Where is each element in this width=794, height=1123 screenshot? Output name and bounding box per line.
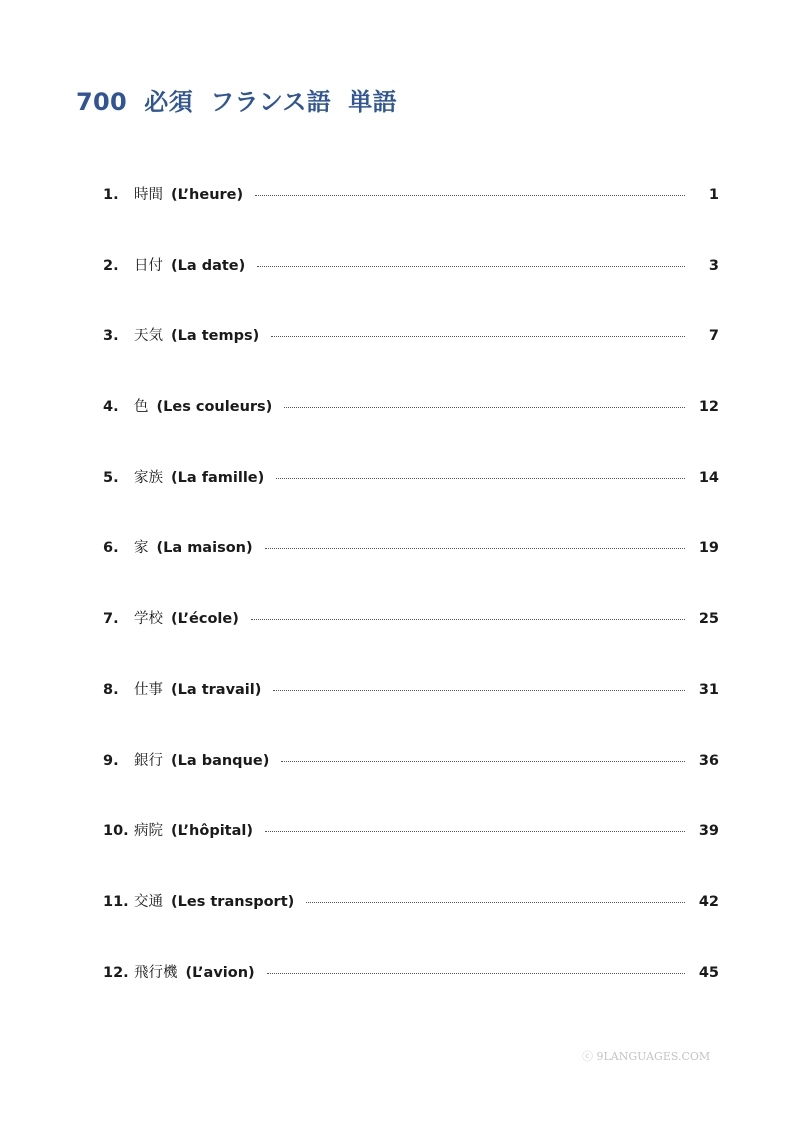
- toc-entry-number: 8.: [103, 681, 119, 698]
- toc-entry-japanese-title: 色: [134, 399, 149, 416]
- toc-entry[interactable]: [103, 890, 719, 961]
- toc-entry-number: 4.: [103, 399, 119, 416]
- toc-entry-japanese-title: 仕事: [134, 681, 163, 698]
- toc-entry-japanese-title: 天気: [134, 328, 163, 345]
- toc-entry-number: 11.: [103, 893, 129, 910]
- toc-entry-number: 3.: [103, 328, 119, 345]
- toc-entry-french-title: (La famille): [171, 469, 265, 486]
- toc-entry-french-title: (La date): [171, 257, 246, 274]
- dot-leader: [306, 902, 685, 903]
- toc-entry-number: 2.: [103, 257, 119, 274]
- toc-entry[interactable]: [103, 536, 719, 607]
- dot-leader: [265, 831, 685, 832]
- dot-leader: [257, 266, 685, 267]
- toc-entry-french-title: (La temps): [171, 328, 260, 345]
- toc-entry[interactable]: [103, 183, 719, 254]
- toc-entry[interactable]: [103, 961, 719, 1032]
- toc-entry-number: 10.: [103, 823, 129, 840]
- toc-entry-japanese-title: 飛行機: [134, 964, 178, 981]
- toc-entry-french-title: (Les transport): [171, 893, 295, 910]
- toc-entry[interactable]: [103, 819, 719, 890]
- table-of-contents: [103, 183, 719, 1031]
- toc-entry-japanese-title: 病院: [134, 823, 163, 840]
- toc-entry-page-number: 7: [708, 328, 719, 345]
- toc-entry-number: 5.: [103, 469, 119, 486]
- toc-entry-page-number: 36: [698, 752, 719, 769]
- dot-leader: [265, 548, 685, 549]
- toc-entry-french-title: (L’école): [171, 611, 239, 628]
- dot-leader: [273, 690, 684, 691]
- dot-leader: [271, 336, 685, 337]
- toc-entry-japanese-title: 学校: [134, 611, 163, 628]
- toc-entry-page-number: 42: [698, 893, 719, 910]
- toc-entry[interactable]: [103, 607, 719, 678]
- toc-entry-number: 12.: [103, 964, 129, 981]
- toc-entry[interactable]: [103, 324, 719, 395]
- dot-leader: [276, 478, 685, 479]
- toc-entry-french-title: (L’heure): [171, 187, 244, 203]
- page-title: 700 必須 フランス語 単語: [76, 88, 397, 116]
- toc-entry-japanese-title: 交通: [134, 893, 163, 910]
- toc-entry-page-number: 39: [698, 823, 719, 840]
- toc-entry-page-number: 12: [698, 399, 719, 416]
- toc-entry-french-title: (L’avion): [185, 964, 255, 981]
- dot-leader: [267, 973, 685, 974]
- dot-leader: [255, 195, 685, 196]
- toc-entry-french-title: (La maison): [156, 540, 253, 557]
- toc-entry-page-number: 45: [698, 964, 719, 981]
- toc-entry-japanese-title: 日付: [134, 257, 163, 274]
- toc-entry-page-number: 25: [698, 611, 719, 628]
- toc-entry-page-number: 1: [708, 187, 719, 203]
- toc-entry[interactable]: [103, 466, 719, 537]
- toc-entry-french-title: (La travail): [171, 681, 262, 698]
- toc-entry-japanese-title: 銀行: [134, 752, 163, 769]
- toc-entry-page-number: 3: [708, 257, 719, 274]
- dot-leader: [284, 407, 685, 408]
- copyright-footer: ⓒ 9LANGUAGES.COM: [582, 1050, 711, 1063]
- toc-entry[interactable]: [103, 254, 719, 325]
- dot-leader: [281, 761, 684, 762]
- toc-entry-japanese-title: 家: [134, 540, 149, 557]
- toc-entry[interactable]: [103, 395, 719, 466]
- toc-entry[interactable]: [103, 749, 719, 820]
- toc-entry-japanese-title: 時間: [134, 187, 163, 203]
- toc-entry-number: 9.: [103, 752, 119, 769]
- toc-entry-page-number: 19: [698, 540, 719, 557]
- toc-entry-number: 7.: [103, 611, 119, 628]
- toc-entry-number: 1.: [103, 187, 119, 203]
- toc-entry-page-number: 31: [698, 681, 719, 698]
- toc-entry-number: 6.: [103, 540, 119, 557]
- toc-entry-french-title: (L’hôpital): [171, 823, 253, 840]
- toc-entry-page-number: 14: [698, 469, 719, 486]
- toc-entry-french-title: (Les couleurs): [156, 399, 273, 416]
- dot-leader: [251, 619, 685, 620]
- toc-entry-french-title: (La banque): [171, 752, 270, 769]
- toc-entry-japanese-title: 家族: [134, 469, 163, 486]
- toc-entry[interactable]: [103, 678, 719, 749]
